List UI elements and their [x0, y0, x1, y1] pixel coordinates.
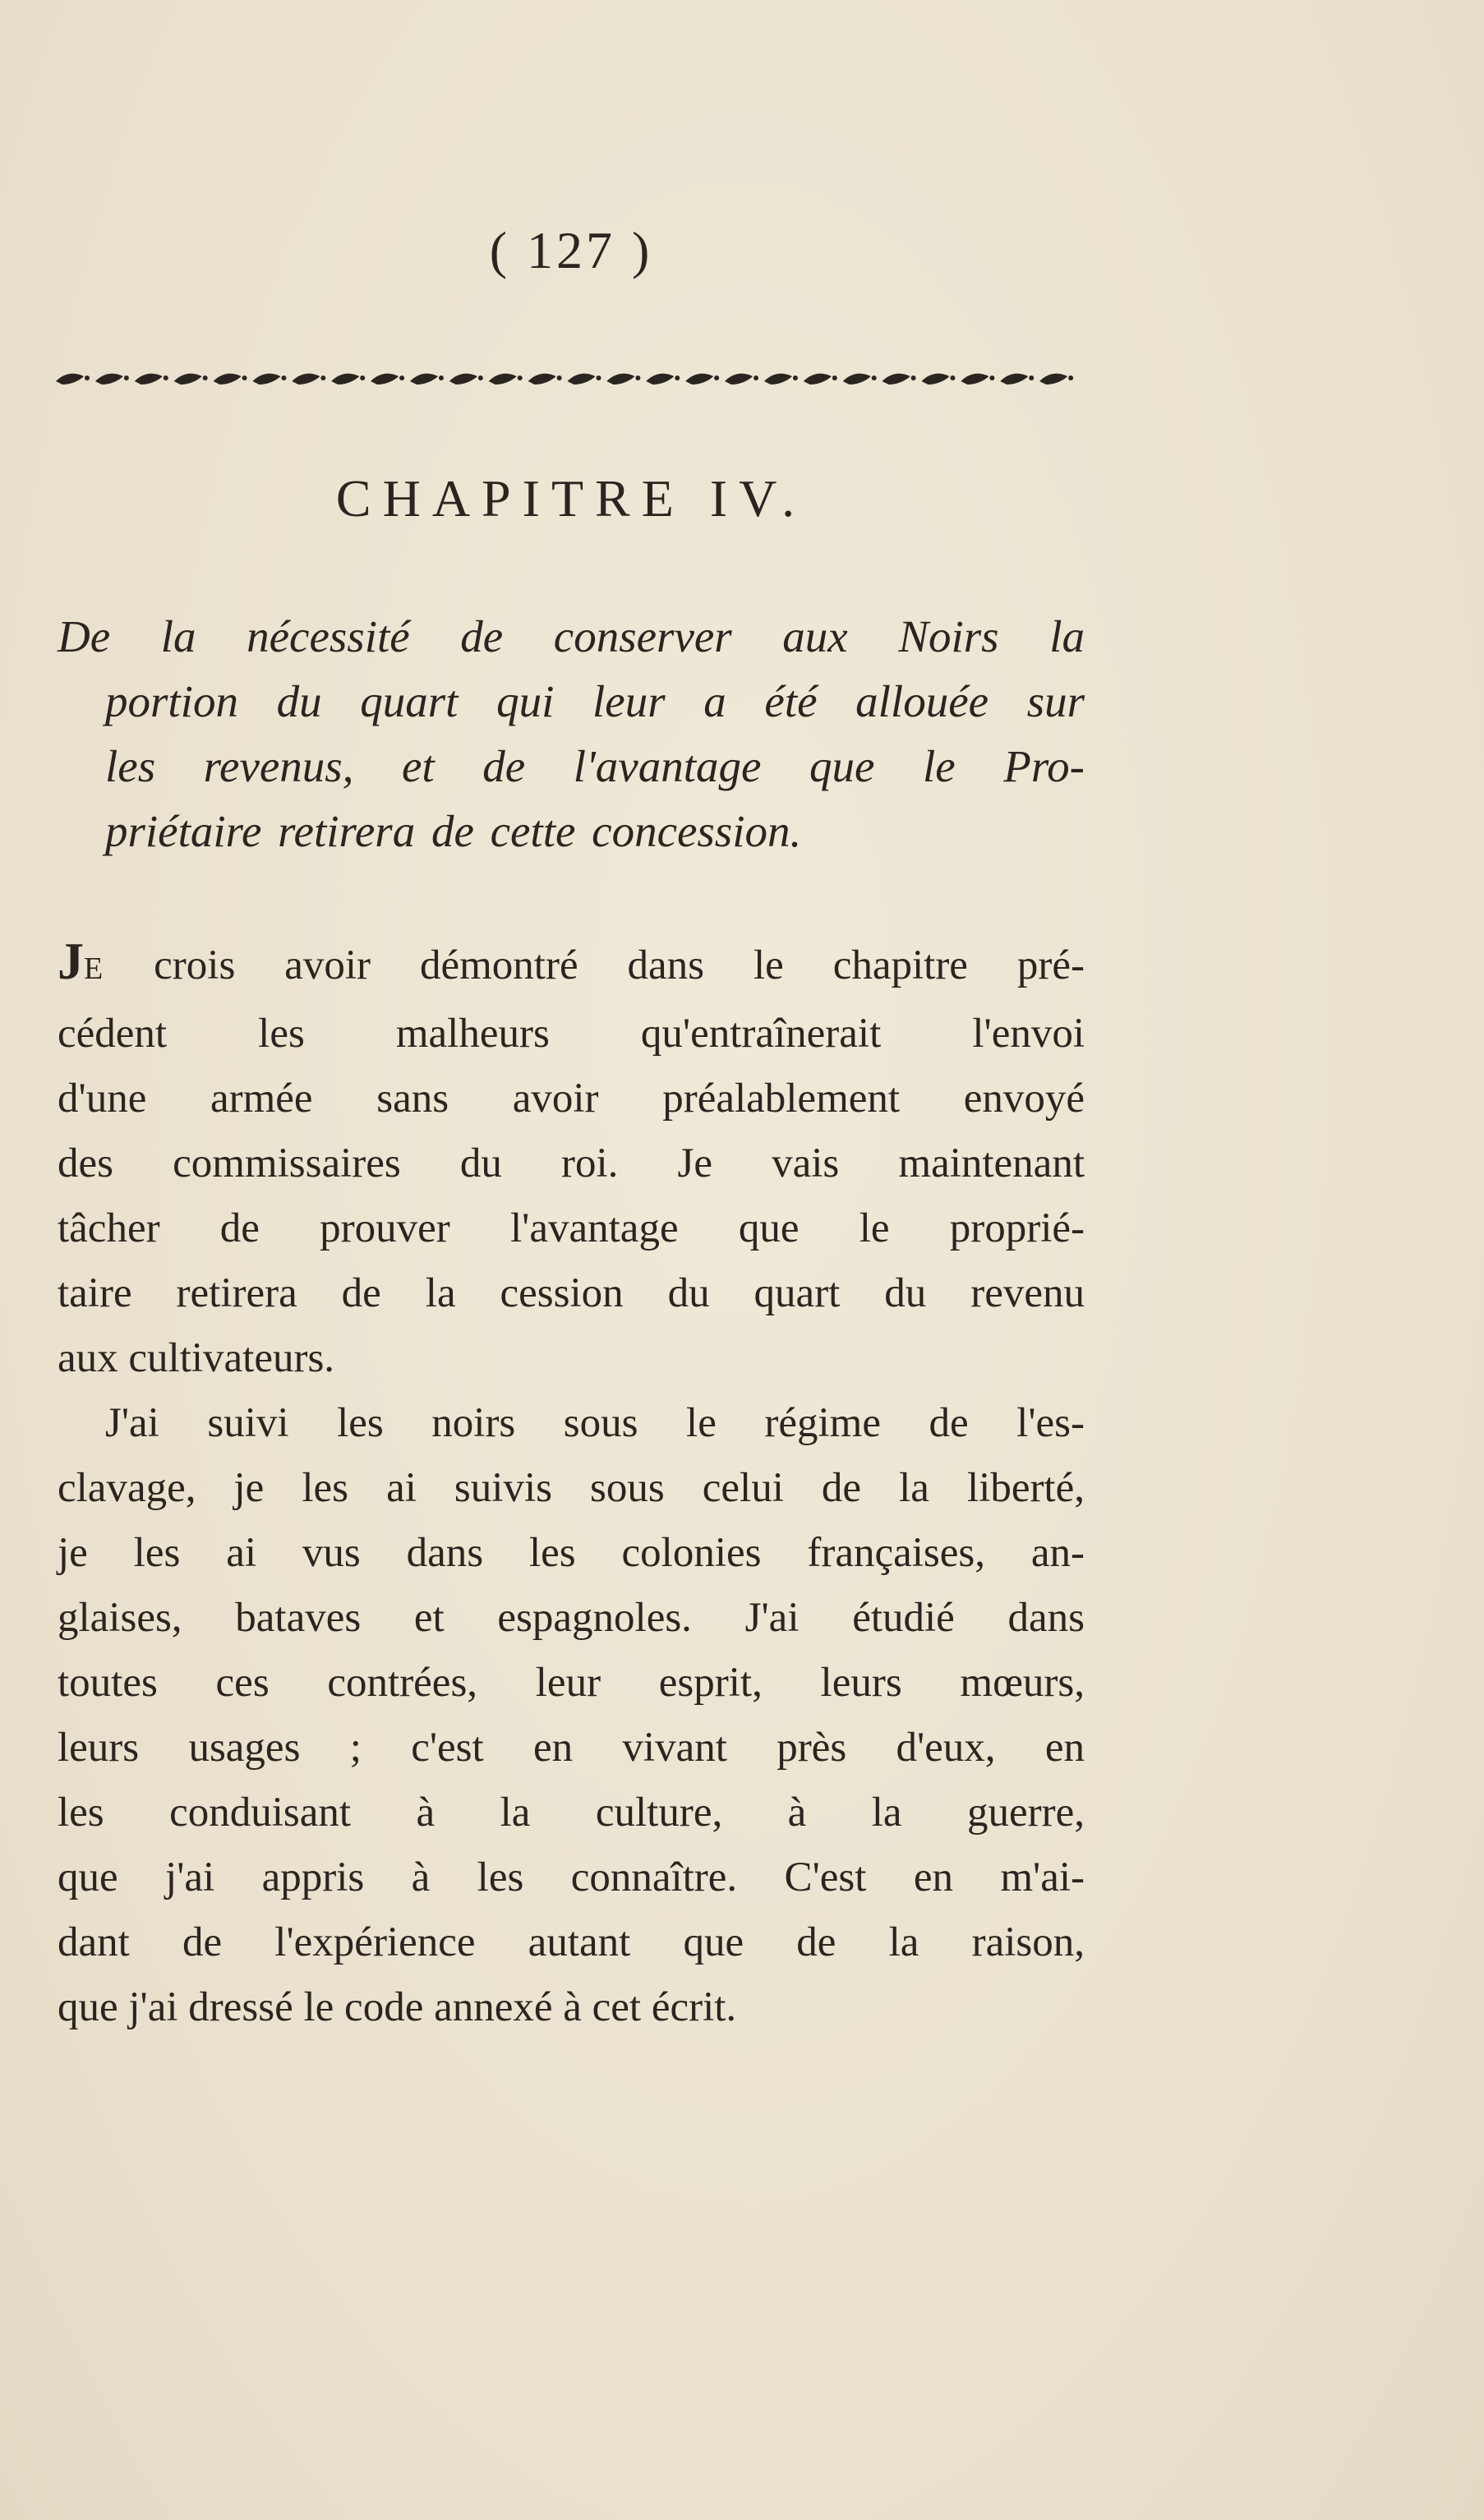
ornament-leaf [56, 374, 84, 385]
paragraph-1-line [58, 928, 1085, 1002]
ornament-leaf [371, 374, 399, 385]
ornament-leaf [252, 374, 280, 385]
ornament-leaf [214, 374, 242, 385]
paragraph-2-line: je les ai vus dans les colonies françaises, an- [58, 1530, 1085, 1576]
ornament-leaf [95, 374, 123, 385]
ornament-leaf [921, 374, 949, 385]
paragraph-1-line: cédent les malheurs qu'entraînerait l'envoi [58, 1011, 1085, 1057]
subtitle-line: les revenus, et de l'avantage que le Pro- [105, 741, 1085, 791]
ornament-leaf [489, 374, 517, 385]
page-number: ( 127 ) [489, 221, 653, 279]
ornament-leaf [725, 374, 753, 385]
ornament-leaf [174, 374, 202, 385]
paragraph-2-line: que j'ai appris à les connaître. C'est en m'ai- [58, 1854, 1085, 1900]
ornament-dot [597, 375, 601, 380]
ornament-dot [360, 375, 365, 380]
paragraph-2-line: clavage, je les ai suivis sous celui de la liberté, [58, 1465, 1085, 1511]
ornament-leaf [331, 374, 359, 385]
ornament-dot [320, 375, 325, 380]
subtitle-line: priétaire retirera de cette concession. [105, 806, 802, 856]
ornament-leaf [410, 374, 438, 385]
ornament-leaf [449, 374, 477, 385]
chapter-subtitle [58, 604, 1085, 864]
ornament-leaf [606, 374, 634, 385]
ornament-leaf [292, 374, 320, 385]
paragraph-2-line: J'ai suivi les noirs sous le régime de l'es- [105, 1400, 1085, 1446]
ornament-leaf [528, 374, 556, 385]
ornament-leaf [1039, 374, 1067, 385]
subtitle-line: portion du quart qui leur a été allouée sur [105, 676, 1085, 726]
small-cap: E [84, 951, 105, 986]
ornament-dot [164, 375, 168, 380]
ornament-dot [950, 375, 955, 380]
paragraph-2-line: que j'ai dressé le code annexé à cet écrit. [58, 1984, 737, 2030]
ornament-dot [1068, 375, 1073, 380]
paragraph-2-line: glaises, bataves et espagnoles. J'ai étudié dans [58, 1595, 1085, 1641]
text-run: crois avoir démontré dans le chapitre pré- [104, 942, 1085, 988]
ornament-dot [478, 375, 483, 380]
ornament-leaf [646, 374, 674, 385]
ornament-dot [989, 375, 994, 380]
ornament-leaf [804, 374, 832, 385]
ornament-dot [399, 375, 404, 380]
ornament-dot [714, 375, 719, 380]
paragraph-1-line: des commissaires du roi. Je vais maintenant [58, 1140, 1085, 1186]
ornamental-rule [53, 368, 1076, 389]
ornament-leaf [685, 374, 713, 385]
paragraph-2-line: toutes ces contrées, leur esprit, leurs mœurs, [58, 1660, 1085, 1706]
body-text [58, 928, 1085, 2040]
ornament-dot [85, 375, 90, 380]
chapter-title: CHAPITRE IV. [335, 469, 807, 527]
ornament-leaf [135, 374, 163, 385]
ornament-dot [439, 375, 444, 380]
ornament-dot [203, 375, 208, 380]
paragraph-1-line: tâcher de prouver l'avantage que le proprié- [58, 1205, 1085, 1251]
paragraph-2-line: les conduisant à la culture, à la guerre, [58, 1790, 1085, 1836]
ornament-dot [911, 375, 916, 380]
ornament-leaf [1000, 374, 1028, 385]
paragraph-2-line: dant de l'expérience autant que de la raison, [58, 1919, 1085, 1965]
ornament-dot [1029, 375, 1034, 380]
ornament-dot [872, 375, 877, 380]
ornament-dot [635, 375, 640, 380]
ornament-leaf [568, 374, 596, 385]
ornament-leaf [843, 374, 871, 385]
ornament-leaf [883, 374, 910, 385]
ornament-dot [754, 375, 758, 380]
ornament-dot [242, 375, 247, 380]
ornament-leaf [764, 374, 792, 385]
ornament-dot [793, 375, 798, 380]
drop-cap: J [58, 932, 84, 990]
ornament-leaf [961, 374, 989, 385]
paragraph-1-line: aux cultivateurs. [58, 1335, 335, 1381]
ornament-dot [675, 375, 680, 380]
ornament-dot [124, 375, 129, 380]
paragraph-2-line: leurs usages ; c'est en vivant près d'eux, en [58, 1725, 1085, 1771]
ornament-dot [557, 375, 562, 380]
subtitle-line: De la nécessité de conserver aux Noirs la [58, 611, 1085, 661]
paragraph-1-line: d'une armée sans avoir préalablement envoyé [58, 1076, 1085, 1122]
ornament-dot [281, 375, 286, 380]
ornament-dot [832, 375, 837, 380]
ornament-dot [518, 375, 523, 380]
paragraph-1-line: taire retirera de la cession du quart du revenu [58, 1270, 1085, 1316]
